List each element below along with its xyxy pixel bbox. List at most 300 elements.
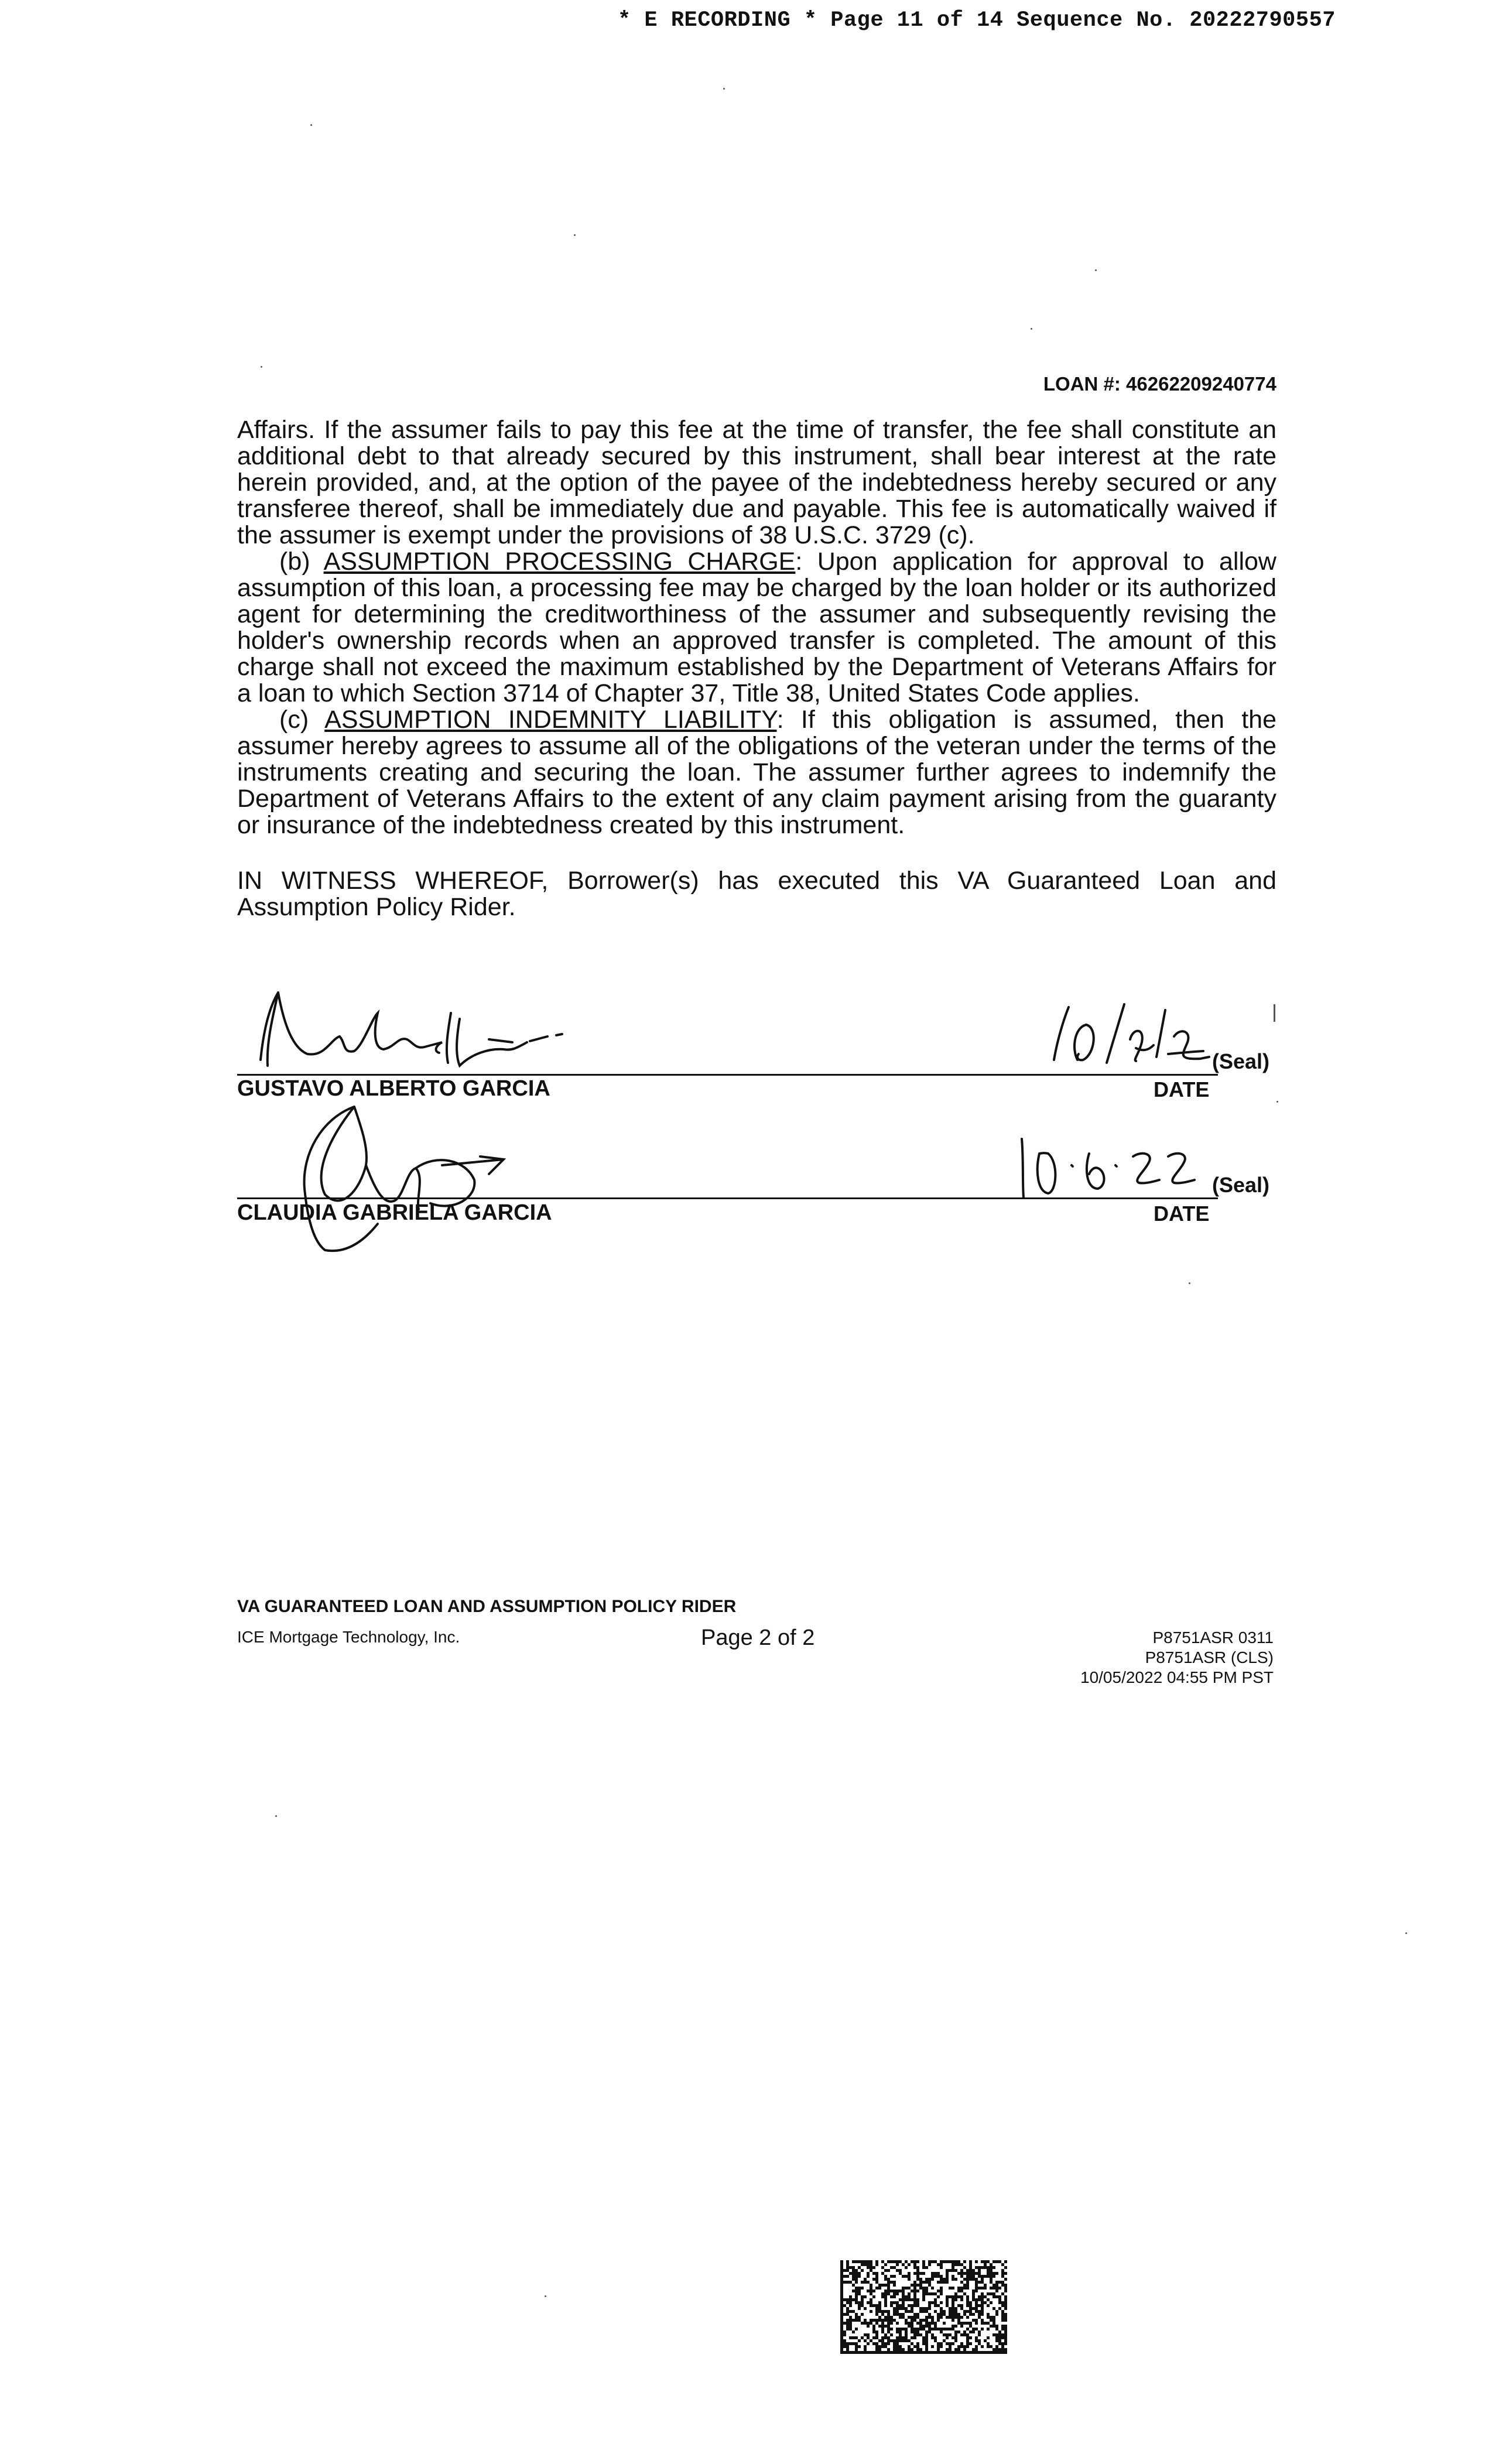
barcode-module xyxy=(919,2322,922,2325)
barcode-module xyxy=(911,2328,913,2330)
barcode-module xyxy=(972,2272,975,2275)
barcode-module xyxy=(960,2345,963,2348)
barcode-module xyxy=(981,2351,984,2354)
barcode-module xyxy=(931,2260,934,2263)
barcode-module xyxy=(913,2351,916,2354)
barcode-module xyxy=(887,2322,890,2325)
barcode-module xyxy=(1001,2328,1004,2330)
barcode-module xyxy=(916,2330,919,2333)
barcode-module xyxy=(952,2304,954,2307)
barcode-module xyxy=(919,2287,922,2290)
barcode-module xyxy=(858,2345,861,2348)
barcode-module xyxy=(893,2313,896,2316)
paragraph-c-prefix: (c) xyxy=(279,706,325,734)
barcode-module xyxy=(940,2310,943,2313)
barcode-module xyxy=(881,2345,884,2348)
barcode-module xyxy=(966,2345,969,2348)
barcode-module xyxy=(984,2339,987,2342)
barcode-module xyxy=(975,2307,978,2310)
barcode-module xyxy=(922,2298,925,2301)
barcode-module xyxy=(946,2336,949,2339)
barcode-module xyxy=(916,2278,919,2281)
barcode-module xyxy=(902,2295,905,2298)
barcode-module xyxy=(969,2342,972,2345)
barcode-module xyxy=(925,2287,928,2290)
barcode-module xyxy=(911,2342,913,2345)
scan-speck xyxy=(1031,328,1032,330)
barcode-module xyxy=(993,2292,995,2295)
barcode-module xyxy=(908,2292,911,2295)
barcode-module xyxy=(887,2325,890,2328)
barcode-module xyxy=(922,2339,925,2342)
barcode-module xyxy=(925,2266,928,2269)
barcode-module xyxy=(922,2292,925,2295)
barcode-module xyxy=(861,2260,864,2263)
barcode-module xyxy=(919,2272,922,2275)
barcode-module xyxy=(940,2260,943,2263)
barcode-module xyxy=(946,2275,949,2278)
paragraph-c-text: : If this obligation is assumed, then the assumer hereby agrees to assume all of the obligations of the veteran under the terms of the instruments creating and securing the loan. The assumer further agrees to indemnify the Department of Veterans Affairs to the extent of any claim payment arising from the guaranty or insurance of the indebtedness created by this instrument. xyxy=(237,706,1277,839)
barcode-module xyxy=(966,2295,969,2298)
barcode-module xyxy=(902,2339,905,2342)
barcode-module xyxy=(978,2342,981,2345)
barcode-module xyxy=(969,2263,972,2266)
barcode-module xyxy=(957,2330,960,2333)
barcode-module xyxy=(946,2348,949,2351)
barcode-module xyxy=(928,2284,931,2287)
barcode-module xyxy=(911,2304,913,2307)
barcode-module xyxy=(995,2284,998,2287)
barcode-module xyxy=(978,2295,981,2298)
barcode-module xyxy=(995,2260,998,2263)
barcode-module xyxy=(984,2322,987,2325)
barcode-module xyxy=(913,2290,916,2292)
barcode-module xyxy=(908,2278,911,2281)
barcode-module xyxy=(916,2269,919,2272)
barcode-module xyxy=(963,2260,966,2263)
barcode-module xyxy=(908,2263,911,2266)
barcode-module xyxy=(954,2295,957,2298)
barcode-module xyxy=(987,2269,990,2272)
barcode-module xyxy=(960,2333,963,2336)
barcode-module xyxy=(884,2278,887,2281)
barcode-module xyxy=(840,2336,843,2339)
barcode-module xyxy=(849,2298,852,2301)
barcode-module xyxy=(1004,2342,1007,2345)
barcode-module xyxy=(960,2342,963,2345)
barcode-module xyxy=(905,2260,908,2263)
barcode-module xyxy=(987,2292,990,2295)
barcode-module xyxy=(975,2319,978,2322)
barcode-module xyxy=(843,2269,846,2272)
barcode-module xyxy=(902,2290,905,2292)
barcode-module xyxy=(995,2336,998,2339)
barcode-module xyxy=(975,2322,978,2325)
barcode-module xyxy=(905,2333,908,2336)
barcode-module xyxy=(905,2275,908,2278)
barcode-module xyxy=(954,2298,957,2301)
barcode-module xyxy=(963,2292,966,2295)
barcode-module xyxy=(946,2272,949,2275)
barcode-module xyxy=(960,2322,963,2325)
barcode-module xyxy=(975,2284,978,2287)
barcode-module xyxy=(887,2328,890,2330)
barcode-module xyxy=(949,2345,952,2348)
barcode-module xyxy=(902,2275,905,2278)
barcode-module xyxy=(846,2307,849,2310)
barcode-module xyxy=(861,2304,864,2307)
barcode-module xyxy=(902,2292,905,2295)
scan-speck xyxy=(261,366,262,368)
barcode-module xyxy=(952,2278,954,2281)
barcode-module xyxy=(899,2316,902,2319)
barcode-module xyxy=(911,2310,913,2313)
barcode-module xyxy=(937,2342,940,2345)
barcode-module xyxy=(952,2351,954,2354)
barcode-module xyxy=(858,2266,861,2269)
barcode-module xyxy=(890,2328,893,2330)
barcode-module xyxy=(957,2290,960,2292)
barcode-module xyxy=(893,2319,896,2322)
barcode-module xyxy=(890,2322,893,2325)
barcode-module xyxy=(957,2295,960,2298)
barcode-module xyxy=(864,2307,867,2310)
barcode-module xyxy=(884,2284,887,2287)
barcode-module xyxy=(843,2345,846,2348)
barcode-module xyxy=(878,2316,881,2319)
barcode-module xyxy=(881,2322,884,2325)
barcode-module xyxy=(852,2284,855,2287)
barcode-module xyxy=(940,2275,943,2278)
barcode-module xyxy=(840,2295,843,2298)
barcode-module xyxy=(849,2322,852,2325)
barcode-module xyxy=(993,2287,995,2290)
barcode-module xyxy=(975,2345,978,2348)
barcode-module xyxy=(922,2272,925,2275)
barcode-module xyxy=(937,2351,940,2354)
barcode-module xyxy=(913,2330,916,2333)
barcode-module xyxy=(978,2316,981,2319)
barcode-module xyxy=(922,2260,925,2263)
barcode-module xyxy=(875,2333,878,2336)
barcode-module xyxy=(905,2339,908,2342)
barcode-module xyxy=(1004,2319,1007,2322)
barcode-module xyxy=(911,2307,913,2310)
barcode-module xyxy=(1004,2301,1007,2304)
barcode-module xyxy=(890,2260,893,2263)
barcode-module xyxy=(981,2292,984,2295)
barcode-module xyxy=(899,2330,902,2333)
barcode-module xyxy=(846,2319,849,2322)
barcode-module xyxy=(913,2313,916,2316)
barcode-module xyxy=(943,2322,946,2325)
barcode-module xyxy=(867,2301,870,2304)
barcode-module xyxy=(916,2351,919,2354)
barcode-module xyxy=(975,2339,978,2342)
barcode-module xyxy=(975,2351,978,2354)
barcode-module xyxy=(940,2351,943,2354)
barcode-module xyxy=(911,2316,913,2319)
barcode-module xyxy=(905,2298,908,2301)
barcode-module xyxy=(913,2304,916,2307)
barcode-module xyxy=(872,2336,875,2339)
barcode-module xyxy=(1004,2284,1007,2287)
barcode-module xyxy=(940,2281,943,2284)
barcode-module xyxy=(981,2310,984,2313)
barcode-module xyxy=(908,2298,911,2301)
barcode-module xyxy=(922,2266,925,2269)
barcode-module xyxy=(870,2290,872,2292)
barcode-module xyxy=(966,2316,969,2319)
barcode-module xyxy=(1001,2281,1004,2284)
barcode-module xyxy=(884,2345,887,2348)
barcode-module xyxy=(949,2316,952,2319)
barcode-module xyxy=(1001,2333,1004,2336)
barcode-module xyxy=(981,2295,984,2298)
barcode-module xyxy=(960,2351,963,2354)
barcode-module xyxy=(978,2333,981,2336)
barcode-module xyxy=(978,2339,981,2342)
barcode-module xyxy=(855,2281,858,2284)
barcode-module xyxy=(896,2260,899,2263)
barcode-module xyxy=(960,2298,963,2301)
barcode-module xyxy=(870,2263,872,2266)
barcode-module xyxy=(870,2310,872,2313)
barcode-module xyxy=(957,2287,960,2290)
barcode-module xyxy=(878,2301,881,2304)
barcode-module xyxy=(981,2287,984,2290)
barcode-module xyxy=(969,2313,972,2316)
barcode-module xyxy=(952,2319,954,2322)
barcode-module xyxy=(902,2328,905,2330)
barcode-module xyxy=(978,2330,981,2333)
barcode-module xyxy=(887,2292,890,2295)
barcode-module xyxy=(998,2281,1001,2284)
barcode-module xyxy=(896,2328,899,2330)
barcode-module xyxy=(987,2304,990,2307)
barcode-module xyxy=(975,2298,978,2301)
barcode-module xyxy=(840,2316,843,2319)
barcode-module xyxy=(993,2284,995,2287)
barcode-module xyxy=(990,2301,993,2304)
barcode-module xyxy=(946,2328,949,2330)
barcode-module xyxy=(870,2266,872,2269)
barcode-module xyxy=(1001,2313,1004,2316)
barcode-module xyxy=(887,2351,890,2354)
barcode-module xyxy=(881,2339,884,2342)
form-code-2: P8751ASR (CLS) xyxy=(1145,1648,1274,1666)
barcode-module xyxy=(858,2260,861,2263)
barcode-module xyxy=(867,2322,870,2325)
barcode-module xyxy=(858,2319,861,2322)
barcode-module xyxy=(943,2351,946,2354)
barcode-module xyxy=(840,2319,843,2322)
barcode-module xyxy=(858,2304,861,2307)
barcode-module xyxy=(928,2281,931,2284)
barcode-module xyxy=(902,2336,905,2339)
barcode-module xyxy=(899,2272,902,2275)
barcode-module xyxy=(890,2290,893,2292)
barcode-module xyxy=(896,2330,899,2333)
barcode-module xyxy=(949,2287,952,2290)
barcode-module xyxy=(987,2351,990,2354)
barcode-module xyxy=(899,2260,902,2263)
barcode-module xyxy=(840,2260,843,2263)
barcode-module xyxy=(960,2287,963,2290)
barcode-module xyxy=(934,2336,937,2339)
barcode-module xyxy=(957,2313,960,2316)
barcode-module xyxy=(864,2333,867,2336)
barcode-module xyxy=(905,2310,908,2313)
barcode-module xyxy=(899,2304,902,2307)
date-label-1: DATE xyxy=(1154,1077,1210,1101)
barcode-module xyxy=(993,2322,995,2325)
barcode-module xyxy=(893,2275,896,2278)
barcode-module xyxy=(937,2304,940,2307)
barcode-module xyxy=(870,2284,872,2287)
barcode-module xyxy=(1004,2325,1007,2328)
barcode-module xyxy=(840,2322,843,2325)
barcode-module xyxy=(963,2351,966,2354)
barcode-module xyxy=(867,2260,870,2263)
barcode-module xyxy=(922,2290,925,2292)
barcode-module xyxy=(922,2325,925,2328)
barcode-module xyxy=(954,2348,957,2351)
barcode-module xyxy=(849,2301,852,2304)
barcode-module xyxy=(861,2301,864,2304)
barcode-module xyxy=(887,2310,890,2313)
barcode-module xyxy=(998,2298,1001,2301)
barcode-module xyxy=(949,2313,952,2316)
barcode-module xyxy=(840,2284,843,2287)
barcode-module xyxy=(952,2301,954,2304)
barcode-module xyxy=(899,2328,902,2330)
barcode-module xyxy=(905,2307,908,2310)
barcode-module xyxy=(864,2345,867,2348)
barcode-module xyxy=(969,2260,972,2263)
barcode-module xyxy=(993,2295,995,2298)
barcode-module xyxy=(864,2351,867,2354)
barcode-module xyxy=(937,2348,940,2351)
barcode-module xyxy=(972,2275,975,2278)
barcode-module xyxy=(896,2301,899,2304)
barcode-module xyxy=(875,2342,878,2345)
barcode-module xyxy=(954,2278,957,2281)
barcode-module xyxy=(913,2301,916,2304)
barcode-module xyxy=(963,2313,966,2316)
barcode-module xyxy=(899,2336,902,2339)
barcode-module xyxy=(931,2319,934,2322)
seal-label-1: (Seal) xyxy=(1212,1049,1270,1073)
barcode-module xyxy=(867,2342,870,2345)
barcode-module xyxy=(946,2278,949,2281)
barcode-module xyxy=(990,2325,993,2328)
barcode-module xyxy=(928,2328,931,2330)
barcode-module xyxy=(884,2316,887,2319)
barcode-module xyxy=(952,2295,954,2298)
barcode-module xyxy=(861,2269,864,2272)
form-title: VA GUARANTEED LOAN AND ASSUMPTION POLICY RIDER xyxy=(237,1597,737,1616)
barcode-module xyxy=(913,2284,916,2287)
barcode-module xyxy=(925,2333,928,2336)
barcode-module xyxy=(966,2339,969,2342)
barcode-module xyxy=(861,2298,864,2301)
barcode-module xyxy=(934,2301,937,2304)
barcode-module xyxy=(993,2275,995,2278)
barcode-module xyxy=(981,2313,984,2316)
barcode-module xyxy=(870,2339,872,2342)
barcode-module xyxy=(881,2266,884,2269)
barcode-module xyxy=(954,2330,957,2333)
barcode-module xyxy=(934,2275,937,2278)
barcode-module xyxy=(861,2287,864,2290)
barcode-module xyxy=(963,2266,966,2269)
scan-speck xyxy=(545,2295,546,2297)
scan-speck xyxy=(1095,269,1097,271)
barcode-module xyxy=(981,2307,984,2310)
barcode-module xyxy=(954,2310,957,2313)
barcode-module xyxy=(896,2342,899,2345)
barcode-module xyxy=(896,2292,899,2295)
barcode-module xyxy=(975,2301,978,2304)
barcode-module xyxy=(966,2333,969,2336)
barcode-module xyxy=(911,2348,913,2351)
barcode-module xyxy=(899,2298,902,2301)
barcode-module xyxy=(881,2342,884,2345)
barcode-module xyxy=(998,2339,1001,2342)
barcode-module xyxy=(1004,2339,1007,2342)
barcode-module xyxy=(954,2313,957,2316)
barcode-module xyxy=(867,2336,870,2339)
barcode-module xyxy=(925,2290,928,2292)
paragraph-b-prefix: (b) xyxy=(279,547,324,576)
signature-claudia xyxy=(266,1101,524,1259)
barcode-module xyxy=(954,2339,957,2342)
barcode-module xyxy=(960,2269,963,2272)
barcode-module xyxy=(969,2272,972,2275)
barcode-module xyxy=(978,2313,981,2316)
paragraph-affairs: Affairs. If the assumer fails to pay this fee at the time of transfer, the fee shall constitute an additional debt to that already secured by this instrument, shall bear interest at the rate herein provided, and, at the option of the payee of the indebtedness hereby secured or any transferee thereof, shall be immediately due and payable. This fee is automatically waived if the assumer is exempt under the provisions of 38 U.S.C. 3729 (c). xyxy=(237,416,1276,549)
barcode-module xyxy=(940,2292,943,2295)
barcode-module xyxy=(840,2301,843,2304)
scan-speck xyxy=(723,88,725,90)
barcode-module xyxy=(966,2336,969,2339)
scan-speck xyxy=(1276,1101,1278,1103)
barcode-module xyxy=(984,2284,987,2287)
barcode-module xyxy=(884,2292,887,2295)
barcode-module xyxy=(875,2260,878,2263)
barcode-module xyxy=(1004,2304,1007,2307)
barcode-module xyxy=(952,2307,954,2310)
barcode-module xyxy=(890,2319,893,2322)
barcode-module xyxy=(840,2313,843,2316)
barcode-module xyxy=(981,2281,984,2284)
barcode-module xyxy=(908,2316,911,2319)
barcode-module xyxy=(949,2333,952,2336)
barcode-module xyxy=(957,2348,960,2351)
barcode-module xyxy=(861,2313,864,2316)
barcode-module xyxy=(949,2269,952,2272)
barcode-module xyxy=(896,2263,899,2266)
barcode-module xyxy=(855,2290,858,2292)
barcode-module xyxy=(852,2336,855,2339)
barcode-module xyxy=(911,2284,913,2287)
barcode-module xyxy=(905,2330,908,2333)
barcode-module xyxy=(940,2263,943,2266)
barcode-module xyxy=(919,2281,922,2284)
barcode-module xyxy=(963,2322,966,2325)
barcode-module xyxy=(855,2313,858,2316)
